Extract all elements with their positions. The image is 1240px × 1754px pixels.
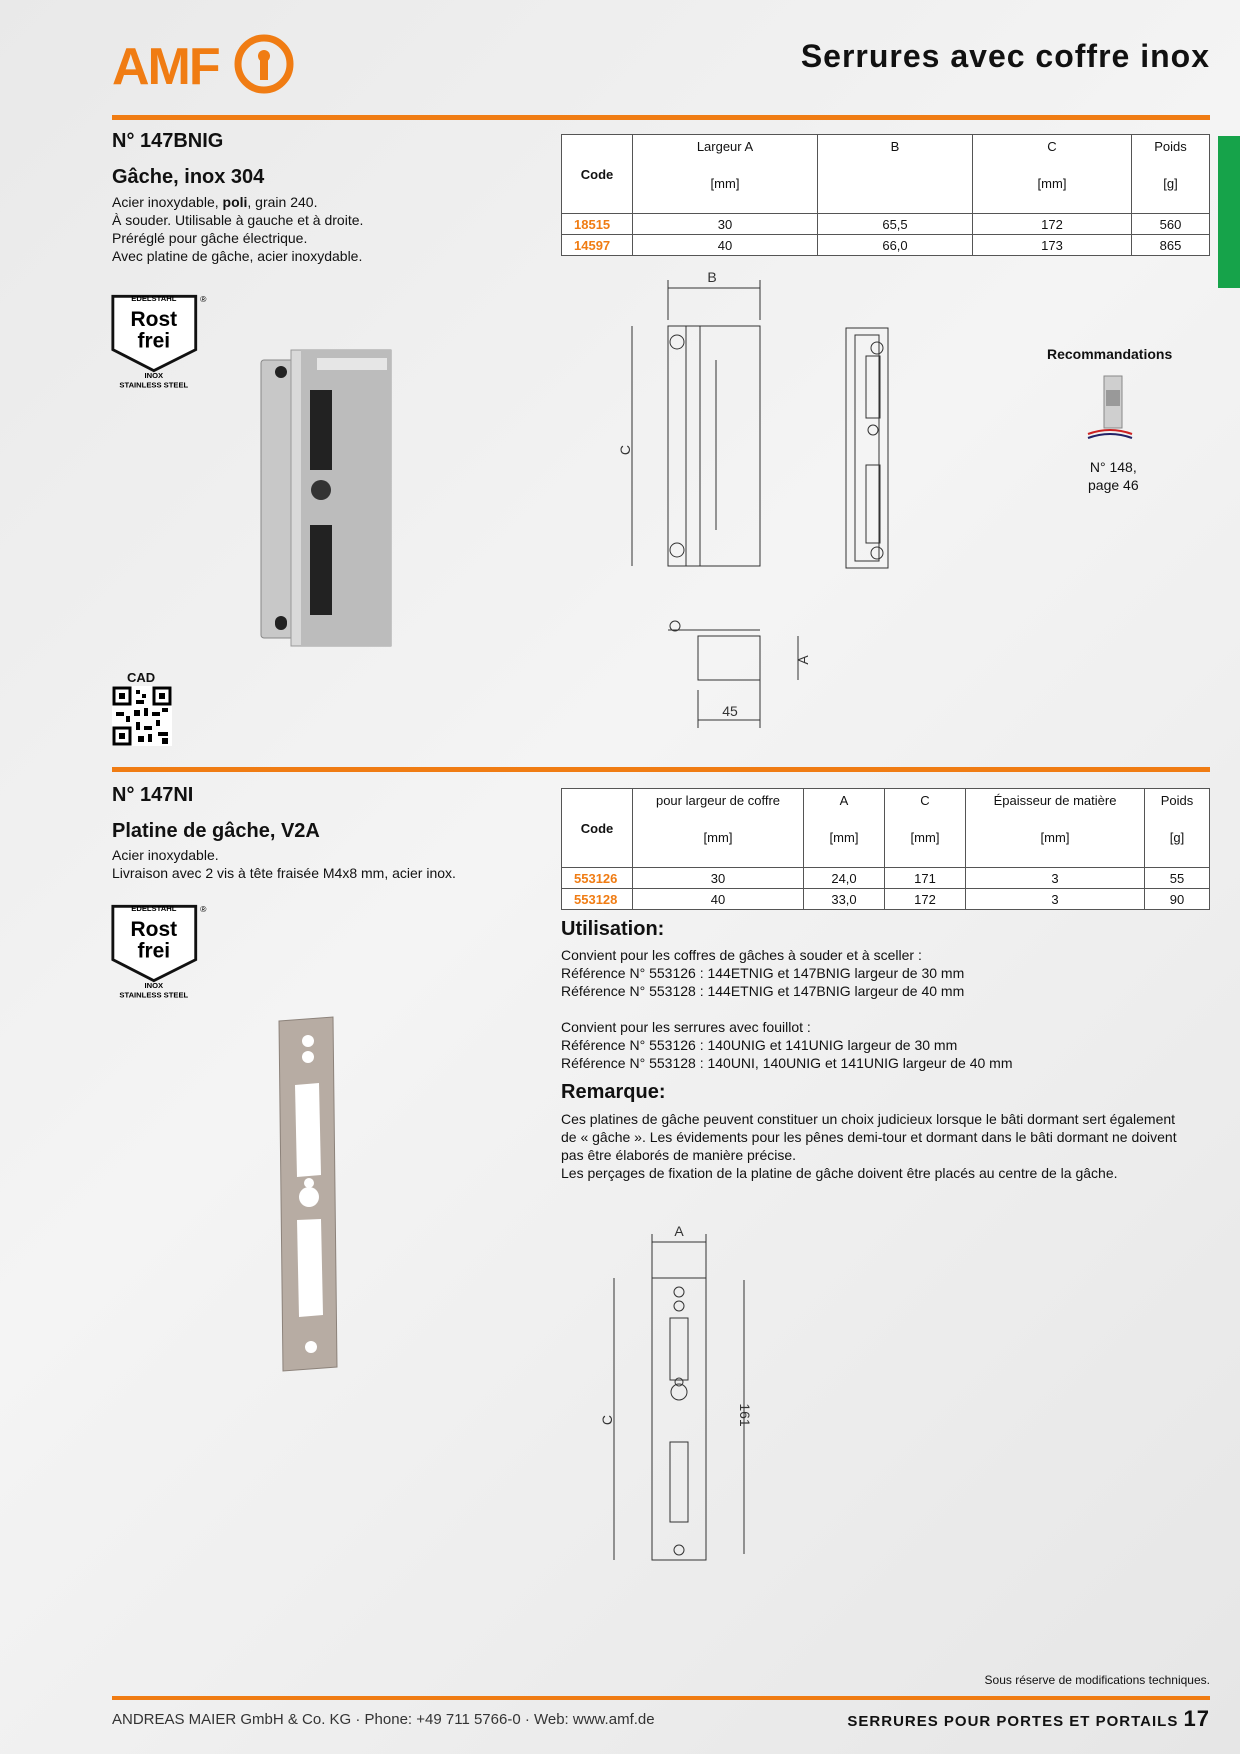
remarque-text: Ces platines de gâche peuvent constituer un choix judicieux lorsque le bâti dormant sert également de « gâche ». Les évidements pour les pênes demi-tour et dormant dans le bâti dormant ne doivent pas être élaborés de manière précise. Les perçages de fixation de la platine de gâche doivent être placés au centre de la gâche. bbox=[561, 1111, 1177, 1181]
svg-text:STAINLESS STEEL: STAINLESS STEEL bbox=[119, 990, 189, 1000]
disclaimer: Sous réserve de modifications techniques. bbox=[984, 1673, 1210, 1687]
utilisation-text: Convient pour les coffres de gâches à souder et à sceller : Référence N° 553126 : 144ETNIG et 147BNIG largeur de 30 mm Référence N° 553128 : 144ETNIG et 147BNIG largeur de 40 mm Convient pour les serrures avec fouillot : Référence N° 553126 : 140UNIG et 141UNIG largeur de 30 mm Référence N° 553128 : 140UNI, 140UNIG et 141UNIG largeur de 40 mm bbox=[561, 947, 1013, 1071]
svg-text:C: C bbox=[599, 1414, 615, 1426]
svg-text:STAINLESS STEEL: STAINLESS STEEL bbox=[119, 380, 189, 390]
table-row: 553126 30 24,0 171 3 55 bbox=[562, 868, 1210, 889]
code-link[interactable]: 18515 bbox=[562, 214, 633, 235]
col-header-b: B bbox=[818, 135, 973, 214]
divider bbox=[112, 115, 1210, 120]
svg-text:Rost: Rost bbox=[130, 307, 178, 331]
col-header-a: A [mm] bbox=[804, 789, 885, 868]
product-name: Platine de gâche, V2A bbox=[112, 820, 320, 842]
product-number: N° 147BNIG bbox=[112, 130, 224, 152]
svg-text:frei: frei bbox=[137, 329, 171, 353]
footer-section: SERRURES POUR PORTES ET PORTAILS 17 bbox=[847, 1706, 1210, 1731]
svg-text:A: A bbox=[674, 1223, 684, 1239]
product-number: N° 147NI bbox=[112, 784, 194, 806]
utilisation-heading: Utilisation: bbox=[561, 918, 665, 940]
col-header-code: Code bbox=[562, 135, 633, 214]
svg-text:INOX: INOX bbox=[144, 981, 164, 991]
amf-logo bbox=[112, 34, 302, 96]
col-header-epaisseur: Épaisseur de matière [mm] bbox=[966, 789, 1145, 868]
code-link[interactable]: 553128 bbox=[562, 889, 633, 910]
rostfrei-badge bbox=[110, 290, 210, 395]
product-name: Gâche, inox 304 bbox=[112, 166, 265, 188]
svg-text:C: C bbox=[617, 444, 633, 456]
col-header-poids: Poids [g] bbox=[1132, 135, 1210, 214]
svg-text:161: 161 bbox=[737, 1403, 753, 1427]
svg-text:®: ® bbox=[200, 294, 207, 305]
cad-qr-code[interactable] bbox=[112, 686, 172, 746]
page-title: Serrures avec coffre inox bbox=[800, 38, 1210, 74]
svg-text:A: A bbox=[795, 655, 811, 665]
col-header-code: Code bbox=[562, 789, 633, 868]
cad-label: CAD bbox=[127, 670, 156, 685]
technical-drawing-strike-box bbox=[608, 270, 908, 730]
product-photo-strike-plate bbox=[275, 1015, 345, 1375]
divider bbox=[112, 1696, 1210, 1700]
svg-text:45: 45 bbox=[722, 703, 738, 719]
svg-text:frei: frei bbox=[137, 939, 171, 963]
table-row: 18515 30 65,5 172 560 bbox=[562, 214, 1210, 235]
divider bbox=[112, 767, 1210, 772]
product-description: Acier inoxydable. Livraison avec 2 vis à tête fraisée M4x8 mm, acier inox. bbox=[112, 847, 456, 881]
svg-text:AMF: AMF bbox=[112, 38, 219, 96]
page-number: 17 bbox=[1183, 1706, 1210, 1731]
table-row: 553128 40 33,0 172 3 90 bbox=[562, 889, 1210, 910]
svg-text:®: ® bbox=[200, 904, 207, 915]
svg-text:Rost: Rost bbox=[130, 917, 178, 941]
svg-text:INOX: INOX bbox=[144, 371, 164, 381]
recommended-product-image[interactable] bbox=[1080, 372, 1140, 442]
product-photo-strike-box bbox=[255, 340, 405, 650]
spec-table-147ni bbox=[561, 788, 1210, 910]
table-row: 14597 40 66,0 173 865 bbox=[562, 235, 1210, 256]
product-description: Acier inoxydable, poli, grain 240. À souder. Utilisable à gauche et à droite. Préréglé pour gâche électrique. Avec platine de gâche, acier inoxydable. bbox=[112, 194, 364, 264]
col-header-c: C [mm] bbox=[885, 789, 966, 868]
remarque-heading: Remarque: bbox=[561, 1081, 666, 1103]
col-header-poids: Poids [g] bbox=[1145, 789, 1210, 868]
code-link[interactable]: 553126 bbox=[562, 868, 633, 889]
col-header-largeur-coffre: pour largeur de coffre [mm] bbox=[633, 789, 804, 868]
section-tab bbox=[1218, 136, 1240, 288]
recommendation-title: Recommandations bbox=[1047, 346, 1173, 362]
svg-text:EDELSTAHL: EDELSTAHL bbox=[131, 904, 177, 914]
svg-text:B: B bbox=[707, 270, 717, 285]
col-header-largeur: Largeur A [mm] bbox=[633, 135, 818, 214]
technical-drawing-strike-plate bbox=[590, 1220, 770, 1590]
col-header-c: C [mm] bbox=[973, 135, 1132, 214]
svg-text:EDELSTAHL: EDELSTAHL bbox=[131, 294, 177, 304]
spec-table-147bnig bbox=[561, 134, 1210, 256]
recommendation-ref[interactable]: N° 148, page 46 bbox=[1088, 459, 1139, 493]
code-link[interactable]: 14597 bbox=[562, 235, 633, 256]
rostfrei-badge bbox=[110, 900, 210, 1005]
company-contact: ANDREAS MAIER GmbH & Co. KG · Phone: +49 711 5766-0 · Web: www.amf.de bbox=[112, 1711, 655, 1728]
